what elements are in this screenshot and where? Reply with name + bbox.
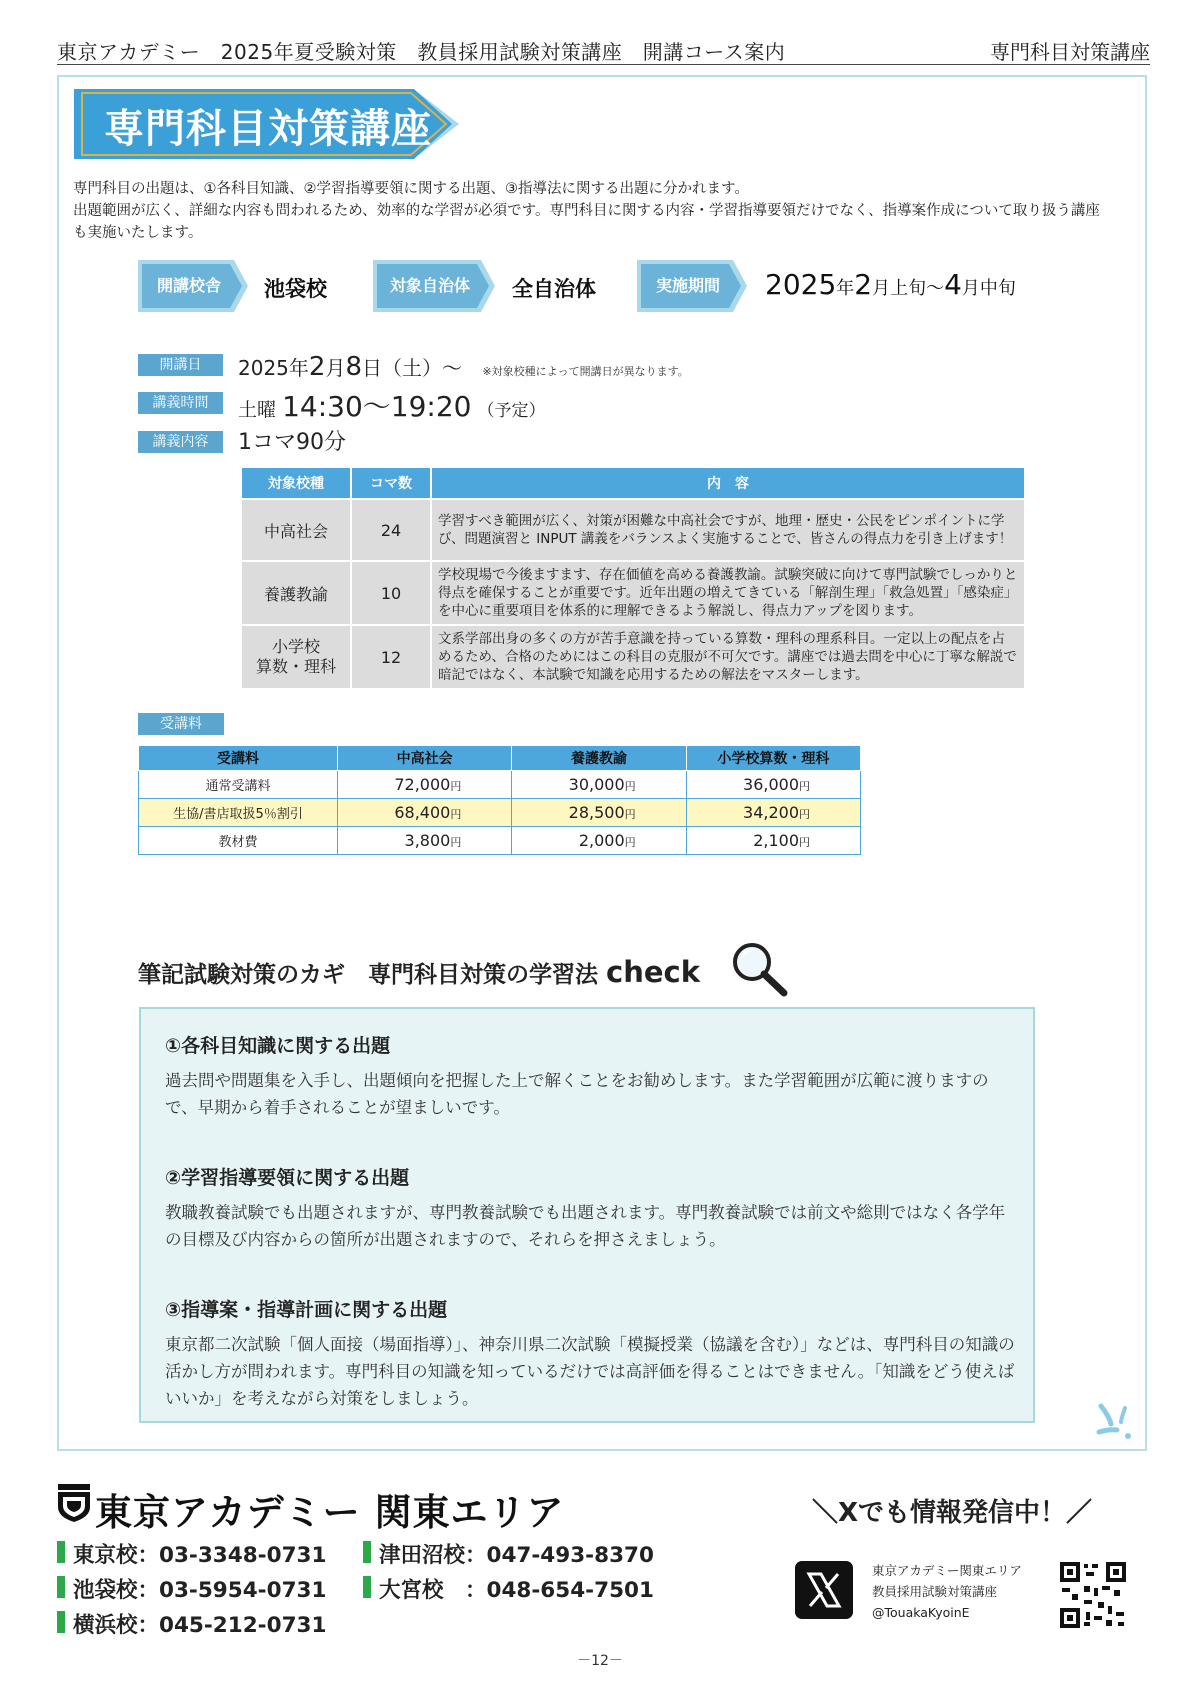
table-row (241, 625, 1025, 689)
x-promo-title: ＼Xでも情報発信中！／ (812, 1498, 1093, 1528)
fee-col-header: 中高社会 (338, 746, 512, 771)
fee-row-label: 生協/書店取扱5％割引 (139, 799, 338, 827)
course-count: 12 (351, 625, 431, 689)
campus-value: 池袋校 (264, 277, 327, 301)
fee-value: 28,500円 (512, 799, 686, 827)
fee-row-discount (139, 799, 861, 827)
fee-value: 34,200円 (686, 799, 860, 827)
contact-omiya: 大宮校 ：048-654-7501 (363, 1573, 654, 1604)
qr-code-icon[interactable] (1058, 1560, 1128, 1630)
lecture-content: 1コマ90分 (238, 430, 346, 455)
period-month-end-unit: 月中旬 (961, 278, 1016, 299)
col-header-type: 対象校種 (241, 467, 351, 499)
course-desc: 文系学部出身の多くの方が苦手意識を持っている算数・理科の理系科目。一定以上の配点を占めるため、合格のためにはこの科目の克服が不可欠です。講座では過去問を中心に丁寧な解説で暗記ではなく、本試験で知識を応用するための解法をマスターします。 (431, 625, 1025, 689)
period-label: 実施期間 (655, 276, 720, 295)
course-desc: 学習すべき範囲が広く、対策が困難な中高社会ですが、地理・歴史・公民をピンポイントに学び、問題演習と INPUT 講義をバランスよく実施することで、皆さんの得点力を引き上げます！ (431, 499, 1025, 561)
start-date-label: 開講日 (138, 354, 223, 376)
page-header (57, 36, 1150, 65)
x-glyph-icon (795, 1561, 853, 1619)
course-count: 24 (351, 499, 431, 561)
fee-value: 36,000円 (686, 771, 860, 799)
col-header-content: 内 容 (431, 467, 1025, 499)
x-account-info (872, 1560, 1022, 1623)
contact-tsudanuma: 津田沼校：047-493-8370 (363, 1538, 654, 1569)
fee-value: 2,000円 (512, 827, 686, 855)
time-label: 講義時間 (138, 392, 223, 414)
period-value (765, 268, 1016, 301)
x-account-subtitle: 教員採用試験対策講座 (872, 1584, 998, 1599)
start-day-unit: 日（土）〜 (362, 356, 462, 380)
check-body: 東京都二次試験「個人面接（場面指導）」、神奈川県二次試験「模擬授業（協議を含む）」などは、専門科目の知識の活かし方が問われます。専門科目の知識を知っているだけでは高評価を得ることはできません。「知識をどう使えばいいか」を考えながら対策をしましょう。 (165, 1335, 1015, 1408)
period-year-unit: 年 (836, 278, 855, 299)
title-banner (74, 89, 464, 159)
header-title: 東京アカデミー 2025年夏受験対策 教員採用試験対策講座 開講コース案内 (57, 40, 786, 64)
period-year: 2025 (765, 268, 837, 301)
check-title-text: 筆記試験対策のカギ 専門科目対策の学習法 (138, 962, 598, 988)
period-month-end: 4 (944, 268, 962, 301)
period-tag (637, 260, 747, 312)
fee-label: 受講料 (138, 713, 224, 735)
course-count: 10 (351, 561, 431, 625)
fee-row-label: 教材費 (139, 827, 338, 855)
academy-logo-icon (57, 1483, 91, 1523)
period-month-start: 2 (854, 268, 873, 301)
target-value: 全自治体 (512, 277, 596, 301)
course-type: 小学校 算数・理科 (241, 625, 351, 689)
fee-value: 2,100円 (686, 827, 860, 855)
course-type: 中高社会 (241, 499, 351, 561)
x-account-name: 東京アカデミー関東エリア (872, 1563, 1022, 1578)
check-body: 教職教養試験でも出題されますが、専門教養試験でも出題されます。専門教養試験では前文や総則ではなく各学年の目標及び内容からの箇所が出題されますので、それらを押さえましょう。 (165, 1203, 1006, 1249)
table-row (241, 499, 1025, 561)
start-month: 2 (308, 352, 326, 382)
contact-tokyo: 東京校：03-3348-0731 (57, 1538, 326, 1569)
check-box (139, 1007, 1035, 1423)
time-range: 14:30〜19:20 (282, 390, 472, 423)
period-month-start-unit: 月上旬〜 (872, 278, 945, 299)
x-logo-icon[interactable] (795, 1561, 853, 1619)
intro-line: 出題範囲が広く、詳細な内容も問われるため、効率的な学習が必須です。専門科目に関する内容・学習指導要領だけでなく、指導案作成について取り扱う講座 (73, 203, 1100, 219)
sparkle-icon (1095, 1402, 1137, 1444)
fee-row (139, 827, 861, 855)
intro-line: 専門科目の出題は、①各科目知識、②学習指導要領に関する出題、③指導法に関する出題に分かれます。 (73, 181, 749, 197)
footer-logo-text: 東京アカデミー 関東エリア (95, 1491, 565, 1534)
time-day: 土曜 (238, 399, 277, 421)
check-heading: ③指導案・指導計画に関する出題 (165, 1299, 448, 1321)
start-date-note: ※対象校種によって開講日が異なります。 (482, 365, 689, 378)
intro-line: も実施いたします。 (73, 225, 203, 241)
fee-col-header: 養護教諭 (512, 746, 686, 771)
check-section-title (138, 955, 700, 989)
content-label: 講義内容 (138, 431, 223, 453)
start-day: 8 (345, 352, 362, 382)
col-header-count: コマ数 (351, 467, 431, 499)
header-section: 専門科目対策講座 (990, 40, 1150, 64)
fee-col-header: 受講料 (139, 746, 338, 771)
magnifier-icon (730, 940, 790, 998)
campus-tag (138, 260, 248, 312)
check-heading: ②学習指導要領に関する出題 (165, 1167, 410, 1189)
x-account-handle[interactable]: @TouakaKyoinE (872, 1605, 970, 1620)
check-body: 過去問や問題集を入手し、出題傾向を把握した上で解くことをお勧めします。また学習範囲が広範に渡りますので、早期から着手されることが望ましいです。 (165, 1071, 989, 1117)
fee-value: 68,400円 (338, 799, 512, 827)
fee-table (138, 745, 861, 855)
fee-row (139, 771, 861, 799)
course-type: 養護教諭 (241, 561, 351, 625)
check-title-eng: check (606, 955, 700, 989)
course-table (240, 466, 1026, 690)
page-number: －12－ (577, 1653, 623, 1669)
lecture-time (238, 385, 546, 425)
course-table-header (241, 467, 1025, 499)
start-date (238, 352, 689, 382)
campus-label: 開講校舎 (156, 276, 221, 295)
target-label: 対象自治体 (389, 276, 470, 295)
fee-row-label: 通常受講料 (139, 771, 338, 799)
start-year: 2025年 (238, 356, 309, 380)
time-note: （予定） (477, 401, 546, 421)
page-title: 専門科目対策講座 (104, 106, 432, 152)
fee-col-header: 小学校算数・理科 (686, 746, 860, 771)
contact-yokohama: 横浜校：045-212-0731 (57, 1608, 326, 1639)
contact-ikebukuro: 池袋校：03-5954-0731 (57, 1573, 326, 1604)
fee-value: 30,000円 (512, 771, 686, 799)
table-row (241, 561, 1025, 625)
intro-text (73, 178, 1133, 244)
start-month-unit: 月 (325, 356, 346, 380)
fee-value: 72,000円 (338, 771, 512, 799)
fee-table-header (139, 746, 861, 771)
check-heading: ①各科目知識に関する出題 (165, 1035, 391, 1057)
target-tag (373, 260, 495, 312)
course-desc: 学校現場で今後ますます、存在価値を高める養護教諭。試験突破に向けて専門試験でしっかりと得点を確保することが重要です。近年出題の増えてきている「解剖生理」「救急処置」「感染症」を中心に重要項目を体系的に理解できるよう解説し、得点力アップを図ります。 (431, 561, 1025, 625)
fee-value: 3,800円 (338, 827, 512, 855)
